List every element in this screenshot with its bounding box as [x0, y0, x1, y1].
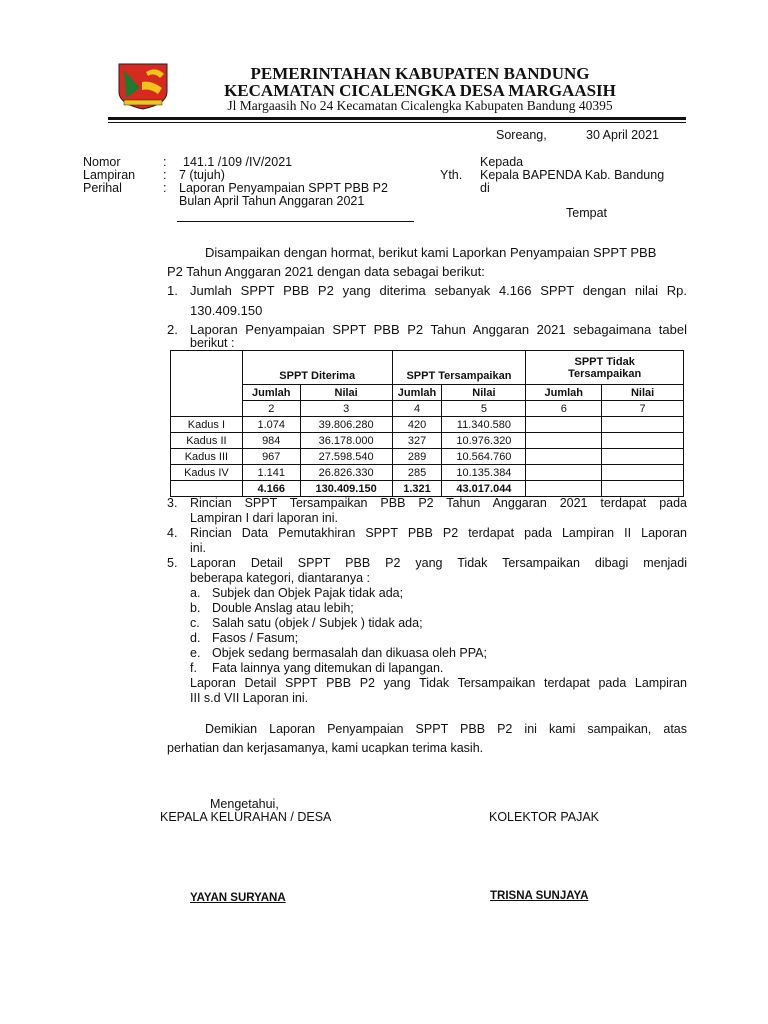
cell-nilai-diterima: 39.806.280	[300, 417, 392, 433]
header-sppt-tidak	[526, 351, 684, 385]
total-label-cell	[171, 481, 243, 497]
cell-jumlah-diterima: 1.074	[242, 417, 300, 433]
total-nilai-tersampaikan: 43.017.044	[442, 481, 526, 497]
recipient-tempat: Tempat	[566, 206, 607, 220]
right-signer-name: TRISNA SUNJAYA	[490, 890, 589, 902]
cell-nilai-tersampaikan: 11.340.580	[442, 417, 526, 433]
item-1-line-a: Jumlah SPPT PBB P2 yang diterima sebanyak 4.166 SPPT dengan nilai Rp.	[190, 283, 687, 298]
sppt-table	[170, 350, 684, 497]
regency-logo	[116, 62, 170, 110]
colon: :	[163, 168, 167, 182]
nomor-value: 141.1 /109 /IV/2021	[183, 155, 293, 169]
column-number: 6	[526, 401, 602, 417]
intro-line-1: Disampaikan dengan hormat, berikut kami Laporkan Penyampaian SPPT PBB	[205, 245, 657, 260]
cell-jumlah-diterima: 984	[242, 433, 300, 449]
item-5-number: 5.	[167, 556, 178, 570]
subheader-jumlah: Jumlah	[526, 385, 602, 401]
recipient-kepada: Kepada	[480, 155, 524, 169]
item-3-line-b: Lampiran I dari laporan ini.	[190, 511, 338, 525]
header-line-2: KECAMATAN CICALENGKA DESA MARGAASIH	[224, 81, 616, 100]
item-2-number: 2.	[167, 322, 178, 337]
column-number: 7	[602, 401, 684, 417]
date: 30 April 2021	[586, 128, 659, 142]
cell-jumlah-tersampaikan: 289	[392, 449, 442, 465]
header-rule-thin	[108, 122, 686, 123]
cell-nilai-tidak	[602, 465, 684, 481]
item-1-line-b: 130.409.150	[190, 303, 263, 318]
item-4-line-b: ini.	[190, 541, 206, 555]
cell-jumlah-tidak	[526, 465, 602, 481]
item-4-number: 4.	[167, 526, 178, 540]
column-number: 2	[242, 401, 300, 417]
table-row	[171, 417, 684, 433]
cell-nilai-tidak	[602, 449, 684, 465]
item-2-line-a: Laporan Penyampaian SPPT PBB P2 Tahun Anggaran 2021 sebagaimana tabel	[190, 322, 687, 337]
lampiran-label: Lampiran	[83, 168, 136, 182]
recipient-yth: Yth.	[440, 168, 463, 182]
cell-jumlah-tersampaikan: 285	[392, 465, 442, 481]
detail-line-a: Laporan Detail SPPT PBB P2 yang Tidak Tersampaikan terdapat pada Lampiran	[190, 676, 687, 690]
table-row	[171, 433, 684, 449]
row-name: Kadus IV	[171, 465, 243, 481]
row-name: Kadus I	[171, 417, 243, 433]
header-sppt-tersampaikan: SPPT Tersampaikan	[392, 351, 526, 385]
sppt-table-wrap	[170, 350, 684, 497]
table-row	[171, 449, 684, 465]
item-5-line-a: Laporan Detail SPPT PBB P2 yang Tidak Tersampaikan dibagi menjadi	[190, 556, 687, 570]
total-jumlah-tidak	[526, 481, 602, 497]
cell-jumlah-tidak	[526, 433, 602, 449]
cell-nilai-diterima: 36.178.000	[300, 433, 392, 449]
row-name: Kadus III	[171, 449, 243, 465]
item-3-line-a: Rincian SPPT Tersampaikan PBB P2 Tahun Anggaran 2021 terdapat pada	[190, 496, 687, 510]
cell-nilai-tersampaikan: 10.976.320	[442, 433, 526, 449]
cell-nilai-diterima: 27.598.540	[300, 449, 392, 465]
item-4-line-a: Rincian Data Pemutakhiran SPPT PBB P2 terdapat pada Lampiran II Laporan	[190, 526, 687, 540]
closing-line-1: Demikian Laporan Penyampaian SPPT PBB P2 ini kami sampaikan, atas	[205, 722, 687, 736]
table-total-row	[171, 481, 684, 497]
perihal-value-1: Laporan Penyampaian SPPT PBB P2	[179, 181, 388, 195]
total-nilai-tidak	[602, 481, 684, 497]
cell-jumlah-tidak	[526, 417, 602, 433]
closing-line-2: perhatian dan kerjasamanya, kami ucapkan terima kasih.	[167, 741, 484, 755]
cell-jumlah-tersampaikan: 420	[392, 417, 442, 433]
column-number: 4	[392, 401, 442, 417]
sub-item-letter: b.	[190, 601, 201, 615]
row-name: Kadus II	[171, 433, 243, 449]
left-signer-name: YAYAN SURYANA	[190, 892, 286, 904]
recipient-di: di	[480, 181, 490, 195]
header-rule-thick	[108, 117, 686, 120]
sub-item-letter: c.	[190, 616, 200, 630]
cell-jumlah-tersampaikan: 327	[392, 433, 442, 449]
cell-jumlah-diterima: 967	[242, 449, 300, 465]
lampiran-value: 7 (tujuh)	[179, 168, 225, 182]
sub-item-letter: e.	[190, 646, 201, 660]
header-sppt-diterima: SPPT Diterima	[242, 351, 392, 385]
cell-jumlah-diterima: 1.141	[242, 465, 300, 481]
place: Soreang,	[496, 128, 547, 142]
header-sppt-tidak-line-2: Tersampaikan	[568, 367, 642, 380]
table-row	[171, 465, 684, 481]
subheader-nilai: Nilai	[442, 385, 526, 401]
sub-item-letter: d.	[190, 631, 201, 645]
cell-nilai-tersampaikan: 10.135.384	[442, 465, 526, 481]
perihal-underline	[177, 221, 414, 222]
recipient-name: Kepala BAPENDA Kab. Bandung	[480, 168, 665, 182]
cell-nilai-diterima: 26.826.330	[300, 465, 392, 481]
cell-nilai-tidak	[602, 417, 684, 433]
right-signer-title: KOLEKTOR PAJAK	[489, 810, 599, 824]
perihal-label: Perihal	[83, 181, 122, 195]
item-3-number: 3.	[167, 496, 178, 510]
header-sppt-tidak-line-1: SPPT Tidak	[574, 355, 635, 368]
colon: :	[163, 181, 167, 195]
subheader-nilai: Nilai	[602, 385, 684, 401]
total-jumlah-tersampaikan: 1.321	[392, 481, 442, 497]
colon: :	[163, 155, 167, 169]
sub-item-text: Subjek dan Objek Pajak tidak ada;	[212, 586, 404, 600]
nomor-label: Nomor	[83, 155, 121, 169]
column-number: 5	[442, 401, 526, 417]
sub-item-text: Double Anslag atau lebih;	[212, 601, 354, 615]
detail-line-b: III s.d VII Laporan ini.	[190, 691, 309, 705]
cell-nilai-tersampaikan: 10.564.760	[442, 449, 526, 465]
sub-item-text: Fata lainnya yang ditemukan di lapangan.	[212, 661, 444, 675]
table-corner-cell	[171, 351, 243, 417]
left-signer-title: KEPALA KELURAHAN / DESA	[160, 810, 332, 824]
sub-item-text: Salah satu (objek / Subjek ) tidak ada;	[212, 616, 423, 630]
column-number: 3	[300, 401, 392, 417]
mengetahui: Mengetahui,	[210, 797, 279, 811]
intro-line-2: P2 Tahun Anggaran 2021 dengan data sebagai berikut:	[167, 264, 485, 279]
cell-jumlah-tidak	[526, 449, 602, 465]
subheader-jumlah: Jumlah	[392, 385, 442, 401]
subheader-nilai: Nilai	[300, 385, 392, 401]
sub-item-text: Fasos / Fasum;	[212, 631, 299, 645]
item-5-line-b: beberapa kategori, diantaranya :	[190, 571, 370, 585]
total-nilai-diterima: 130.409.150	[300, 481, 392, 497]
header-address: Jl Margaasih No 24 Kecamatan Cicalengka Kabupaten Bandung 40395	[227, 98, 613, 113]
total-jumlah-diterima: 4.166	[242, 481, 300, 497]
sub-item-text: Objek sedang bermasalah dan dikuasa oleh PPA;	[212, 646, 487, 660]
sub-item-letter: f.	[190, 661, 197, 675]
item-2-line-b: berikut :	[190, 336, 235, 350]
subheader-jumlah: Jumlah	[242, 385, 300, 401]
sub-item-letter: a.	[190, 586, 201, 600]
item-1-number: 1.	[167, 283, 178, 298]
header-line-1: PEMERINTAHAN KABUPATEN BANDUNG	[250, 64, 590, 83]
cell-nilai-tidak	[602, 433, 684, 449]
perihal-value-2: Bulan April Tahun Anggaran 2021	[179, 194, 365, 208]
